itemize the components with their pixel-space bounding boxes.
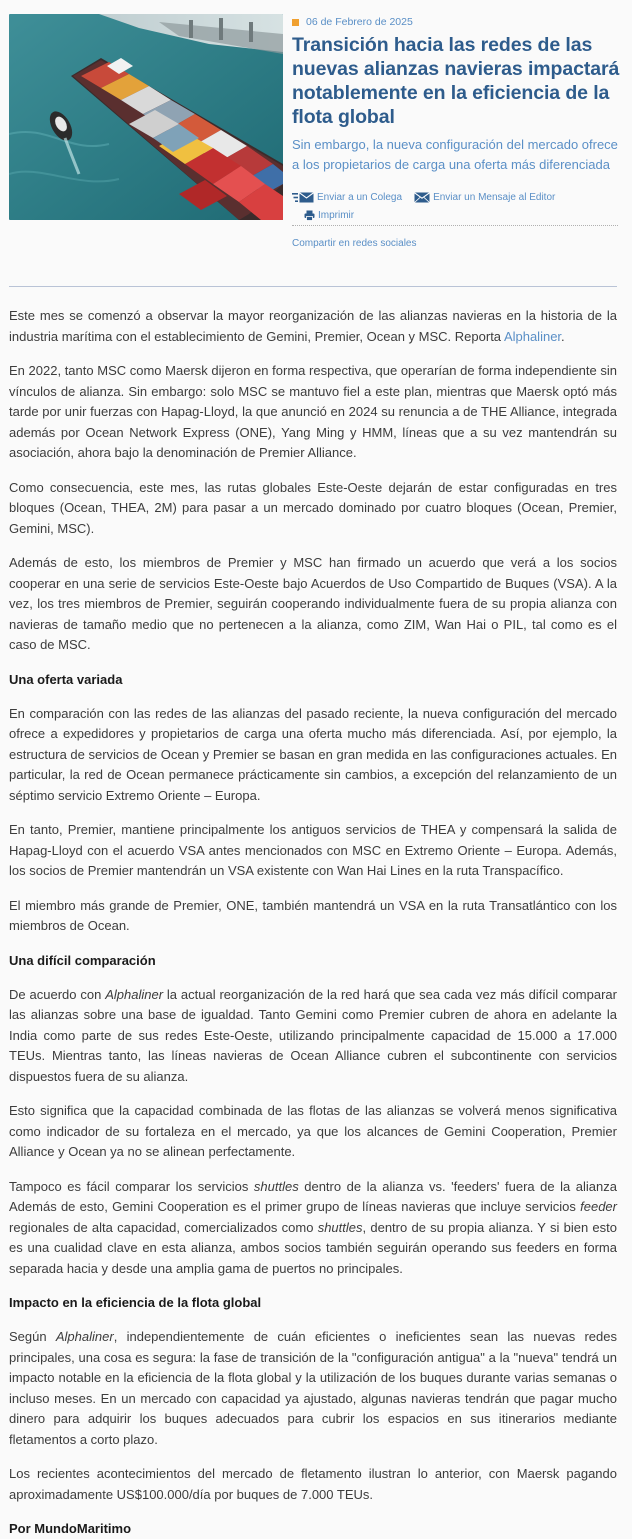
date-row <box>292 14 622 30</box>
paragraph-3: Como consecuencia, este mes, las rutas globales Este-Oeste dejarán de estar configuradas en tres bloques (Ocean, THEA, 2M) para pasar a un mercado dominado por cuatro bloques (Ocean, Premier, Gemini, MSC). <box>9 479 617 536</box>
send-colleague-label: Enviar a un Colega <box>317 191 403 203</box>
article-title: Transición hacia las redes de las nuevas alianzas navieras impactará notablemente en la eficiencia de la flota global <box>292 34 620 128</box>
section-heading-comparacion: Una difícil comparación <box>9 952 156 968</box>
list-mail-icon <box>292 192 314 203</box>
section-heading-oferta: Una oferta variada <box>9 671 123 687</box>
article-signature: Por MundoMaritimo <box>9 1521 132 1536</box>
paragraph-8: De acuerdo con Alphaliner la actual reorganización de la red hará que sea cada vez más difícil comparar las alianzas sobre una base de igualdad. Tanto Gemini como Premier cubren de ahora en adelante la India como parte de sus redes Este-Oeste, utilizando principalmente capacidad de 15.000 a 17.000 TEUs. Mientras tanto, las líneas navieras de Ocean Alliance cubren el subcontinente con servicios dispuestos fuera de su alianza. <box>9 986 617 1084</box>
print-label: Imprimir <box>318 209 355 221</box>
send-editor-link[interactable] <box>414 192 555 203</box>
printer-icon <box>304 210 315 221</box>
paragraph-12: Los recientes acontecimientos del mercado de fletamento ilustran lo anterior, con Maersk pagando aproximadamente US$100.000/día por buques de 7.000 TEUs. <box>9 1466 617 1502</box>
send-editor-label: Enviar un Mensaje al Editor <box>433 191 556 203</box>
section-heading-impacto: Impacto en la eficiencia de la flota global <box>9 1295 262 1310</box>
article-body <box>9 306 617 1539</box>
print-link[interactable] <box>304 210 354 221</box>
article-actions <box>292 188 618 249</box>
paragraph-6: En tanto, Premier, mantiene principalmente los antiguos servicios de THEA y compensará la salida de Hapag-Lloyd con el acuerdo VSA antes mencionados con MSC en Extremo Oriente – Europa. Además, los socios de Premier mantendrán un VSA existente con Wan Hai Lines en la ruta Transpacífico. <box>9 822 617 878</box>
paragraph-11: Según Alphaliner, independientemente de cuán eficientes o ineficientes sean las nuevas redes principales, una cosa es segura: la fase de transición de la "configuración antigua" a la "nueva" tendrá un impacto notable en la eficiencia de la flota global y la utilización de los buques durante varias semanas o incluso meses. En un mercado con capacidad ya ajustado, algunas navieras tendrán que pagar mucho dinero para adquirir los buques adecuados para cubrir los espacios en sus itinerarios mediante fletamentos a corto plazo. <box>9 1329 617 1447</box>
alphaliner-link[interactable]: Alphaliner <box>503 328 562 344</box>
hero-image <box>9 14 283 220</box>
paragraph-1: Este mes se comenzó a observar la mayor reorganización de las alianzas navieras en la historia de la industria marítima con el establecimiento de Gemini, Premier, Ocean y MSC. Reporta Alphaliner. <box>9 308 617 344</box>
paragraph-7: El miembro más grande de Premier, ONE, también mantendrá un VSA en la ruta Transatlántico con los miembros de Ocean. <box>9 897 617 933</box>
container-ship-illustration <box>9 14 283 220</box>
paragraph-2: En 2022, tanto MSC como Maersk dijeron en forma respectiva, que operarían de forma independiente sin vínculos de alianza. Sin embargo: solo MSC se mantuvo fiel a este plan, mientras que Maersk optó más tarde por unir fuerzas con Hapag-Lloyd, la que anunció en 2024 su renuncia a de THE Alliance, integrada además por Ocean Network Express (ONE), Yang Ming y HMM, líneas que a su vez mantendrán su asociación, ahora bajo la denominación de Premier Alliance. <box>9 363 617 460</box>
paragraph-4: Además de esto, los miembros de Premier y MSC han firmado un acuerdo que verá a los socios cooperar en una serie de servicios Este-Oeste bajo Acuerdos de Uso Compartido de Buques (VSA). A la vez, los tres miembros de Premier, seguirán cooperando individualmente fuera de su propia alianza con navieras de tamaño medio que no pertenecen a la alianza, como ZIM, Wan Hai o PIL, tal como es el caso de MSC. <box>9 555 617 652</box>
article-date: 06 de Febrero de 2025 <box>306 16 413 28</box>
header-divider <box>9 286 617 287</box>
article-header <box>292 14 622 175</box>
paragraph-10: Tampoco es fácil comparar los servicios shuttles dentro de la alianza vs. 'feeders' fuera de la alianza Además de esto, Gemini Cooperation es el primer grupo de líneas navieras que incluye servicios feeder regionales de alta capacidad, comercializados como shuttles, dentro de su propia alianza. Y si bien esto es una cualidad clave en esta alianza, ambos socios también seguirán operando sus feeders en forma separada hacia y desde una amplia gama de puertos no principales. <box>9 1178 617 1276</box>
divider-dotted <box>292 225 618 226</box>
article-subtitle: Sin embargo, la nueva configuración del mercado ofrece a los propietarios de carga una oferta más diferenciada <box>292 137 618 172</box>
date-marker-icon <box>292 19 299 26</box>
paragraph-9: Esto significa que la capacidad combinada de las flotas de las alianzas se volverá menos significativa como indicador de su fortaleza en el mercado, ya que los alcances de Gemini Cooperation, Premier Alliance y Ocean ya no se alinean perfectamente. <box>9 1103 617 1159</box>
mail-icon <box>414 192 430 203</box>
share-social-link[interactable]: Compartir en redes sociales <box>292 238 417 249</box>
paragraph-5: En comparación con las redes de las alianzas del pasado reciente, la nueva configuración del mercado ofrece a expedidores y propietarios de carga una oferta mucho más diferenciada. Así, por ejemplo, la estructura de servicios de Ocean y Premier se basan en gran medida en las configuraciones actuales. En particular, la red de Ocean permanece prácticamente sin cambios, a excepción del relanzamiento de un séptimo servicio Extremo Oriente – Europa. <box>9 705 617 803</box>
send-colleague-link[interactable] <box>292 192 402 203</box>
